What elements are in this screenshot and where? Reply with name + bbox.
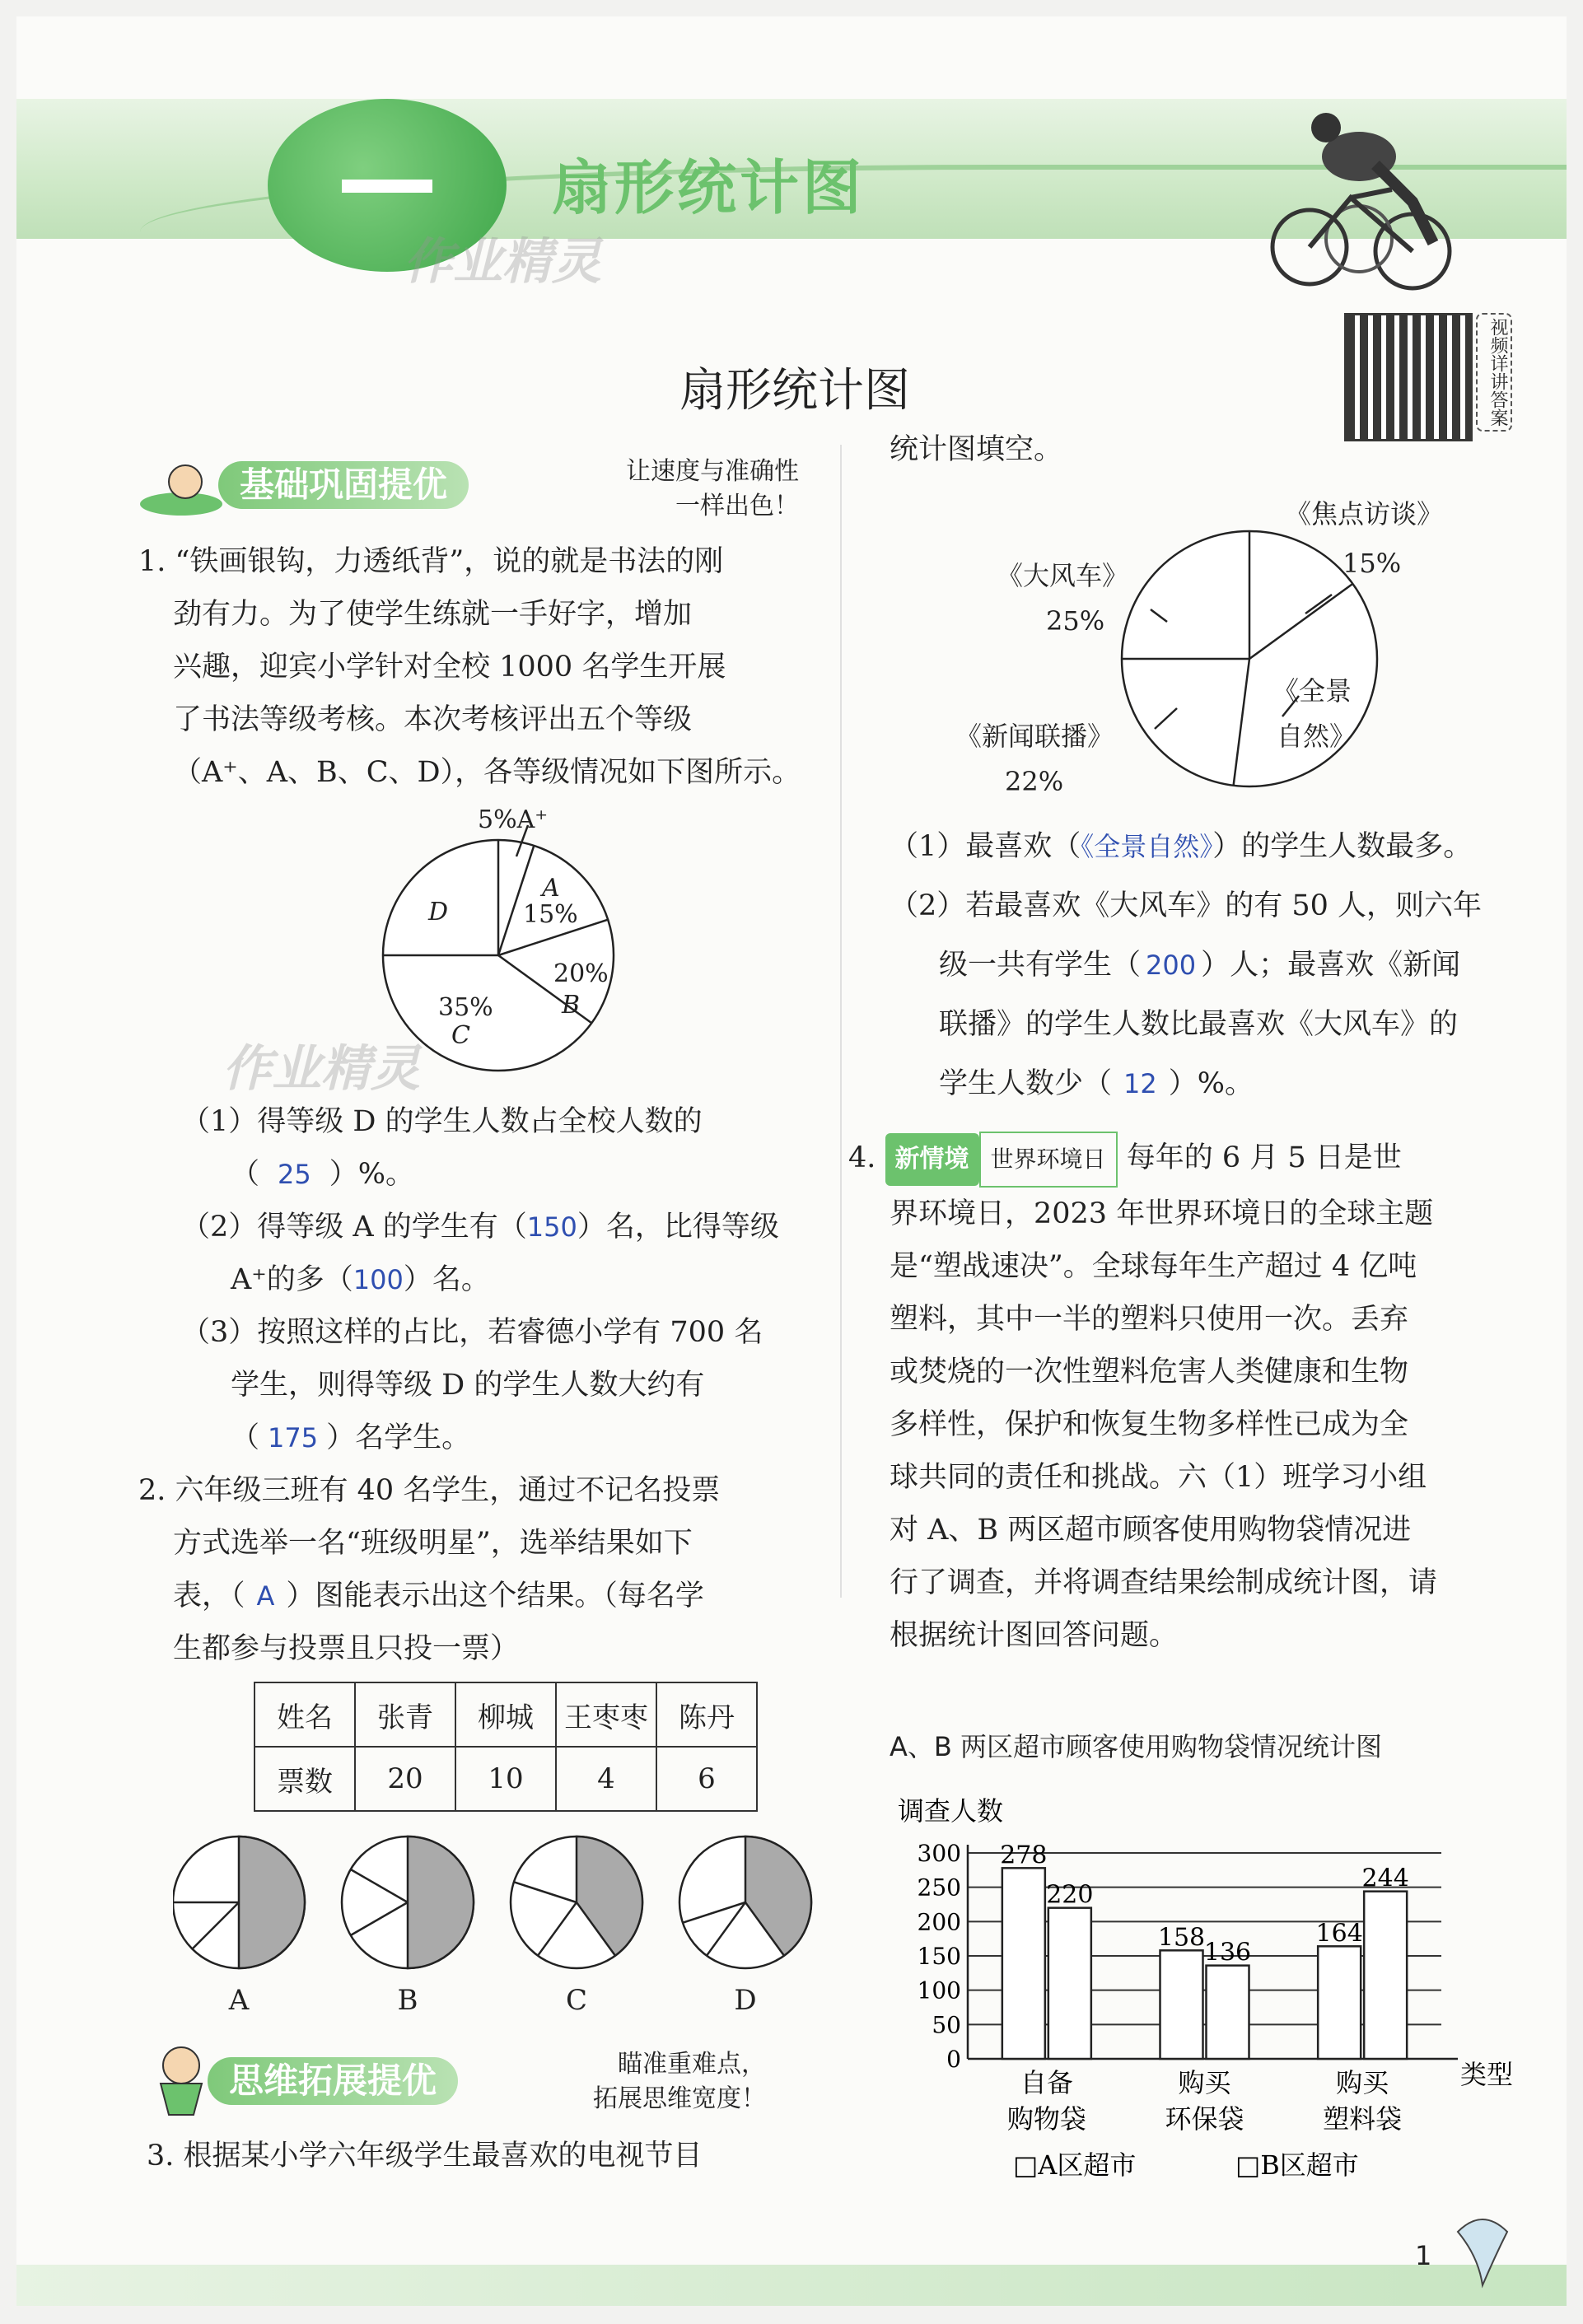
table-cell: 张青 [355,1682,455,1747]
q2-line: 方式选举一名“班级明星”，选举结果如下 [173,1527,693,1560]
legend-item-b: □B区超市 [1235,2149,1359,2181]
option-pie-a [173,1836,305,1968]
watermark: 作业精灵 [222,1040,420,1098]
bar-a [1002,1868,1045,2059]
q4-line: 是“塑战速决”。全球每年生产超过 4 亿吨 [890,1250,1417,1283]
mascot-icon [136,461,226,519]
pie2-label-jiaodian-pct: 15% [1343,548,1402,579]
q3-sub2d-post: ）%。 [1168,1067,1254,1100]
mascot-icon [148,2042,214,2116]
q1-sub2-post: ）名，比得等级 [577,1211,779,1244]
chapter-number-text [16,16,17,17]
table-cell: 姓名 [254,1682,355,1747]
table-cell: 陈丹 [656,1682,757,1747]
section-extend-note-line1: 瞄准重难点， [618,2050,766,2079]
y-tick-label: 100 [917,1976,961,2004]
section-extend-note-line2: 拓展思维宽度！ [593,2084,766,2113]
q4-line: 对 A、B 两区超市顾客使用购物袋情况进 [890,1514,1412,1547]
qr-code[interactable] [1344,313,1473,441]
q4-line: 行了调查，并将调查结果绘制成统计图，请 [890,1566,1438,1599]
y-tick-label: 50 [932,2011,961,2039]
q4-line: 根据统计图回答问题。 [890,1619,1179,1652]
option-pie-b [342,1836,474,1968]
q1-line: 1. “铁画银钩，力透纸背”，说的就是书法的刚 [138,545,724,578]
q1-sub2-pre: （2）得等级 A 的学生有（ [181,1211,527,1244]
votes-table [254,1682,758,1812]
q4-line: 每年的 6 月 5 日是世 [1126,1141,1402,1174]
pie1-label-a: A [542,874,560,903]
q4-stem [848,1132,1557,1662]
pie2-label-dafengche-pct: 25% [1046,605,1105,637]
section-basic-note-line2: 一样出色！ [675,492,799,520]
x-tick-label: 购买 [1178,2067,1231,2098]
pie1-label-b: B [562,991,581,1020]
section-basic-note [544,455,799,524]
q1-line: 了书法等级考核。本次考核评出五个等级 [173,703,693,736]
q3-line2: 统计图填空。 [890,433,1063,466]
table-row [254,1747,757,1811]
bar-chart [890,1771,1515,2182]
pie2-label-xinwen: 《新闻联播》 [955,721,1114,752]
x-tick-label: 购买 [1336,2067,1389,2098]
answer-q3-2b: 12 [1123,1068,1157,1099]
page [16,16,1567,2306]
q4-line: 或焚烧的一次性塑料危害人类健康和生物 [890,1356,1409,1388]
footer-band [16,2265,1567,2306]
q1-sub3-line1: （3）按照这样的占比，若睿德小学有 700 名 [181,1316,763,1349]
bar-value-label: 158 [1157,1923,1206,1953]
q3-sub2d-pre: 学生人数少（ [939,1067,1113,1100]
bar-value-label: 136 [1203,1938,1252,1967]
chart-title: A、B 两区超市顾客使用购物袋情况统计图 [890,1731,1383,1762]
q3-sub2b-pre: 级一共有学生（ [939,949,1142,982]
answer-q1-3: 175 [268,1422,319,1454]
option-pie-d [679,1836,811,1968]
q3-sub1-post: ）的学生人数最多。 [1212,830,1473,863]
q2-line: 2. 六年级三班有 40 名学生，通过不记名投票 [138,1474,721,1507]
q1-sub2b-post: ）名。 [403,1263,490,1296]
cyclist-illustration [1268,99,1458,296]
pie2-label-quanjing1: 《全景 [1272,675,1352,707]
q3-sub2-line1: （2）若最喜欢《大风车》的有 50 人，则六年 [890,889,1483,922]
q3-line1: 3. 根据某小学六年级学生最喜欢的电视节目 [147,2140,703,2172]
tag-new-context: 新情境 [885,1133,979,1186]
x-tick-label: 环保袋 [1165,2103,1244,2135]
option-label: C [565,1984,588,2017]
table-cell: 6 [656,1747,757,1811]
q3-sub1-pre: （1）最喜欢（ [890,830,1081,863]
answer-q3-2a: 200 [1146,950,1197,981]
x-tick-label: 自备 [1020,2067,1073,2098]
q1-subquestions [181,1095,824,1464]
pie1-label-d: D [428,898,449,926]
bar-value-label: 244 [1361,1864,1409,1893]
table-cell: 王枣枣 [556,1682,656,1747]
section-basic-note-line1: 让速度与准确性 [626,457,799,486]
bar-a [1160,1950,1203,2059]
x-tick-label: 购物袋 [1006,2103,1086,2135]
answer-q3-1: 《全景自然》 [1081,831,1213,862]
answer-q2: A [256,1580,275,1612]
q2-stem [138,1464,822,1675]
q2-line3-post: ）图能表示出这个结果。（每名学 [286,1580,704,1612]
pie1-label-b-pct: 20% [553,959,609,988]
table-cell: 柳城 [455,1682,556,1747]
column-divider [840,445,842,1598]
bar-value-label: 220 [1046,1880,1094,1910]
pie1-label-c-pct: 35% [438,993,493,1022]
pie1-label-a-pct: 15% [523,900,578,929]
chapter-number [342,180,432,193]
pie2-label-xinwen-pct: 22% [1005,766,1064,797]
q1-stem [138,535,814,799]
answer-q1-1: 25 [278,1159,311,1190]
bar-value-label: 278 [1000,1841,1048,1870]
legend-item-a: □A区超市 [1013,2149,1137,2181]
pie1-label-aplus: 5%A⁺ [478,805,549,834]
watermark: 作业精灵 [404,233,601,291]
paren-close: ）%。 [329,1158,414,1191]
bar-b [1048,1908,1091,2059]
table-cell: 4 [556,1747,656,1811]
tag-topic: 世界环境日 [979,1132,1118,1188]
x-tick-label: 塑料袋 [1323,2103,1403,2135]
dolphin-icon [1450,2207,1515,2289]
y-tick-label: 300 [917,1840,961,1867]
q4-line: 塑料，其中一半的塑料只使用一次。丢弃 [890,1303,1409,1336]
section-extend-title: 思维拓展提优 [208,2057,458,2105]
pie-chart-tv [922,494,1515,824]
q1-sub3-line2: 学生，则得等级 D 的学生人数大约有 [231,1369,705,1402]
q4-number: 4. [848,1141,876,1174]
paren-open: （ [231,1421,260,1454]
y-axis-label: 调查人数 [898,1795,1004,1827]
chapter-title: 扇形统计图 [552,153,866,222]
option-label: A [228,1984,250,2017]
paren-close: ）名学生。 [326,1421,471,1454]
y-tick-label: 150 [917,1943,961,1970]
page-number: 1 [1415,2240,1432,2271]
y-tick-label: 0 [946,2046,961,2073]
q1-line: 兴趣，迎宾小学针对全校 1000 名学生开展 [173,651,726,684]
x-axis-label: 类型 [1459,2059,1514,2090]
q4-line: 球共同的责任和挑战。六（1）班学习小组 [890,1461,1427,1494]
q4-line: 多样性，保护和恢复生物多样性已成为全 [890,1408,1409,1441]
table-cell: 20 [355,1747,455,1811]
option-label: B [397,1984,418,2017]
q3-subquestions [890,820,1548,1110]
pie1-label-c: C [451,1021,470,1050]
q2-line3-pre: 表，（ [173,1580,245,1612]
y-tick-label: 250 [917,1874,961,1902]
q2-line: 生都参与投票且只投一票） [173,1632,520,1665]
pie2-label-quanjing2: 自然》 [1277,721,1357,752]
q4-line: 界环境日，2023 年世界环境日的全球主题 [890,1197,1434,1230]
bar-b [1207,1966,1249,2059]
answer-q1-2a: 150 [526,1211,577,1243]
option-pie-c [511,1836,642,1968]
bar-value-label: 164 [1315,1919,1363,1948]
bar-b [1364,1892,1407,2059]
y-tick-label: 200 [917,1908,961,1936]
bar-a [1318,1946,1361,2059]
table-row [254,1682,757,1747]
paren-open: （ [231,1158,260,1191]
qr-label: 视频详讲答案 [1476,313,1512,432]
q2-option-pies [173,1832,832,2022]
table-cell: 10 [455,1747,556,1811]
table-cell: 票数 [254,1747,355,1811]
pie2-label-dafengche: 《大风车》 [997,560,1129,591]
section-basic-title: 基础巩固提优 [218,461,469,509]
option-label: D [734,1984,757,2017]
answer-q1-2b: 100 [353,1264,404,1295]
q3-sub2-line3: 联播》的学生人数比最喜欢《大风车》的 [939,1008,1459,1041]
q3-sub2b-post: ）人；最喜欢《新闻 [1201,949,1461,982]
pie2-label-jiaodian: 《焦点访谈》 [1285,498,1444,530]
q1-line: 劲有力。为了使学生练就一手好字，增加 [173,598,693,631]
q1-sub1-line1: （1）得等级 D 的学生人数占全校人数的 [181,1105,703,1138]
section-extend-note [511,2047,766,2116]
q1-sub2b-pre: A⁺的多（ [231,1263,353,1296]
q1-line: （A⁺、A、B、C、D），各等级情况如下图所示。 [173,756,801,789]
page-title: 扇形统计图 [679,364,910,418]
